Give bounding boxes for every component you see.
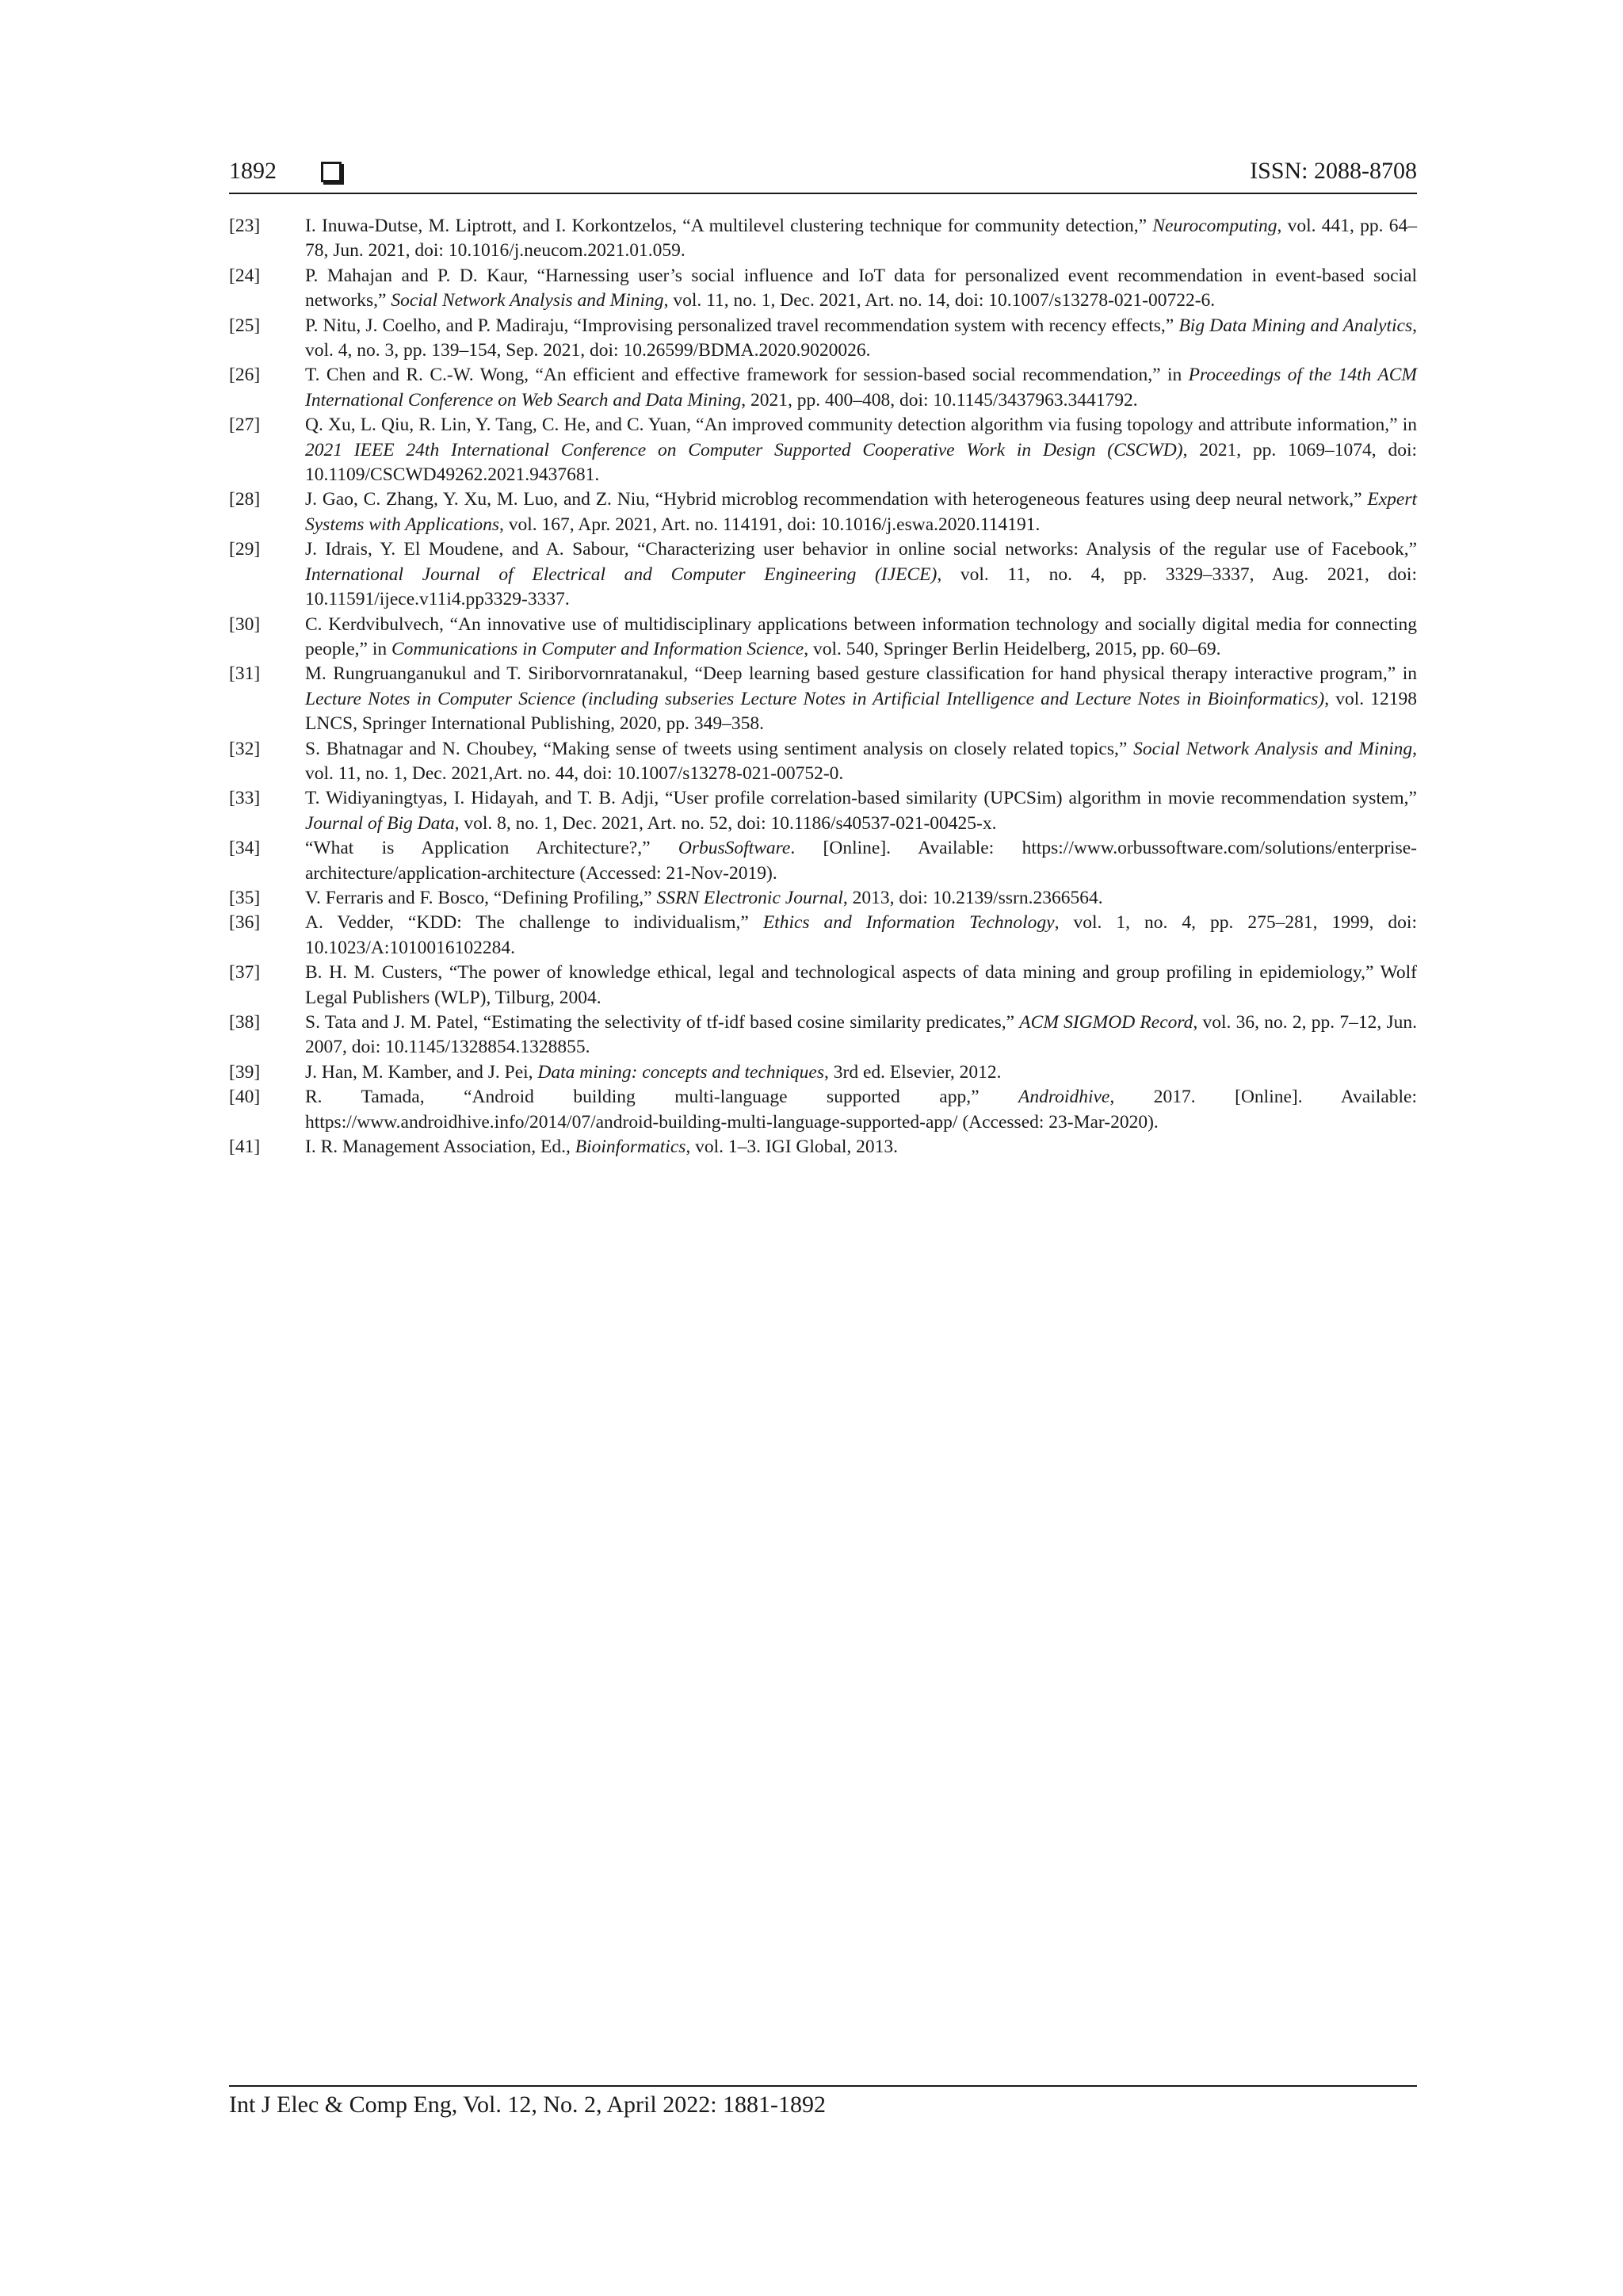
- reference-entry: [229, 314, 1417, 364]
- reference-segment: , vol. 1–3. IGI Global, 2013.: [685, 1137, 899, 1158]
- reference-venue: Expert Systems with Applications: [305, 489, 1417, 535]
- reference-text: [305, 1062, 1002, 1083]
- reference-number: [40]: [229, 1087, 261, 1108]
- header-divider: [229, 193, 1417, 194]
- reference-entry: [229, 836, 1417, 886]
- reference-segment: , vol. 167, Apr. 2021, Art. no. 114191, doi: 10.1016/j.eswa.2020.114191.: [499, 514, 1041, 535]
- reference-number: [26]: [229, 365, 261, 386]
- reference-text: [305, 962, 1417, 1007]
- reference-text: [305, 788, 1417, 833]
- reference-segment: , vol. 1, no. 4, pp. 275–281, 1999, doi: 10.1023/A:1010016102284.: [305, 912, 1417, 958]
- reference-entry: [229, 737, 1417, 787]
- reference-entry: [229, 413, 1417, 487]
- reference-text: [305, 539, 1417, 609]
- reference-venue: Ethics and Information Technology: [762, 912, 1055, 934]
- reference-number: [32]: [229, 738, 261, 759]
- reference-segment: P. Mahajan and P. D. Kaur, “Harnessing user’s social influence and IoT data for personalized event recommendation in event-based social networks,”: [305, 265, 1417, 311]
- reference-entry: [229, 363, 1417, 413]
- reference-text: [305, 1012, 1417, 1057]
- reference-segment: C. Kerdvibulvech, “An innovative use of multidisciplinary applications between information technology and socially digital media for connecting people,” in: [305, 613, 1417, 659]
- reference-segment: , vol. 8, no. 1, Dec. 2021, Art. no. 52, doi: 10.1186/s40537-021-00425-x.: [454, 812, 997, 834]
- reference-number: [41]: [229, 1137, 261, 1158]
- reference-segment: J. Gao, C. Zhang, Y. Xu, M. Luo, and Z. Niu, “Hybrid microblog recommendation with heterogeneous features using deep neural network,”: [305, 489, 1368, 510]
- reference-venue: International Journal of Electrical and Computer Engineering (IJECE): [305, 563, 938, 585]
- reference-venue: SSRN Electronic Journal: [656, 887, 843, 908]
- reference-entry: [229, 1060, 1417, 1085]
- reference-venue: ACM SIGMOD Record: [1019, 1012, 1193, 1033]
- page-number: 1892: [229, 158, 277, 184]
- reference-entry: [229, 613, 1417, 663]
- reference-text: [305, 663, 1417, 734]
- reference-segment: , vol. 36, no. 2, pp. 7–12, Jun. 2007, doi: 10.1145/1328854.1328855.: [305, 1012, 1417, 1058]
- reference-entry: [229, 911, 1417, 961]
- reference-segment: , vol. 11, no. 4, pp. 3329–3337, Aug. 2021, doi: 10.11591/ijece.v11i4.pp3329-3337.: [305, 563, 1417, 610]
- reference-segment: , vol. 4, no. 3, pp. 139–154, Sep. 2021, doi: 10.26599/BDMA.2020.9020026.: [305, 315, 1418, 361]
- reference-number: [27]: [229, 415, 261, 436]
- reference-venue: Journal of Big Data: [305, 812, 455, 834]
- reference-venue: OrbusSoftware: [678, 838, 791, 859]
- reference-number: [36]: [229, 912, 261, 934]
- reference-venue: Social Network Analysis and Mining: [1133, 738, 1413, 759]
- reference-segment: , 2021, pp. 400–408, doi: 10.1145/3437963.3441792.: [741, 389, 1138, 411]
- reference-venue: Proceedings of the 14th ACM International Conference on Web Search and Data Mining: [305, 365, 1417, 411]
- checkbox-square-icon: [321, 162, 342, 182]
- reference-venue: Social Network Analysis and Mining: [391, 290, 664, 311]
- reference-entry: [229, 487, 1417, 537]
- reference-segment: Q. Xu, L. Qiu, R. Lin, Y. Tang, C. He, and C. Yuan, “An improved community detection algorithm via fusing topology and attribute information,” in: [305, 415, 1417, 436]
- reference-segment: M. Rungruanganukul and T. Siriborvornratanakul, “Deep learning based gesture classification for hand physical therapy interactive program,” in: [305, 663, 1417, 685]
- journal-citation-footer: Int J Elec & Comp Eng, Vol. 12, No. 2, April 2022: 1881-1892: [229, 2092, 827, 2118]
- footer-divider: [229, 2085, 1417, 2087]
- reference-segment: , vol. 540, Springer Berlin Heidelberg, 2015, pp. 60–69.: [804, 638, 1221, 659]
- reference-segment: J. Han, M. Kamber, and J. Pei,: [305, 1061, 538, 1083]
- reference-segment: A. Vedder, “KDD: The challenge to individualism,”: [305, 912, 763, 934]
- reference-segment: R. Tamada, “Android building multi-language supported app,”: [305, 1087, 1019, 1108]
- issn-label: ISSN: 2088-8708: [1250, 158, 1417, 184]
- reference-segment: , 2017. [Online]. Available: https://www.androidhive.info/2014/07/android-building-multi-language-supported-app/ (Accessed: 23-Mar-2020).: [305, 1087, 1417, 1133]
- reference-segment: B. H. M. Custers, “The power of knowledge ethical, legal and technological aspects of data mining and group profiling in epidemiology,” Wolf Legal Publishers (WLP), Tilburg, 2004.: [305, 962, 1417, 1008]
- reference-text: [305, 315, 1417, 361]
- reference-entry: [229, 1010, 1417, 1060]
- reference-entry: [229, 662, 1417, 736]
- reference-segment: T. Chen and R. C.-W. Wong, “An efficient and effective framework for session-based social recommendation,” in: [305, 365, 1189, 386]
- reference-segment: , vol. 11, no. 1, Dec. 2021, Art. no. 14, doi: 10.1007/s13278-021-00722-6.: [663, 290, 1216, 311]
- reference-segment: “What is Application Architecture?,”: [305, 838, 678, 859]
- reference-text: [305, 888, 1103, 908]
- reference-text: [305, 1087, 1417, 1132]
- reference-segment: V. Ferraris and F. Bosco, “Defining Profiling,”: [305, 887, 657, 908]
- reference-number: [39]: [229, 1061, 261, 1083]
- reference-segment: I. R. Management Association, Ed.,: [305, 1137, 575, 1158]
- reference-segment: T. Widiyaningtyas, I. Hidayah, and T. B. Adji, “User profile correlation-based similarity (UPCSim) algorithm in movie recommendation system,”: [305, 788, 1417, 809]
- reference-segment: , vol. 441, pp. 64–78, Jun. 2021, doi: 10.1016/j.neucom.2021.01.059.: [305, 216, 1417, 262]
- reference-entry: [229, 537, 1417, 612]
- reference-venue: Communications in Computer and Information Science: [391, 638, 804, 659]
- reference-number: [28]: [229, 489, 261, 510]
- reference-number: [35]: [229, 887, 261, 908]
- reference-text: [305, 415, 1417, 485]
- reference-number: [29]: [229, 539, 261, 560]
- reference-text: [305, 739, 1417, 784]
- reference-text: [305, 489, 1417, 534]
- reference-segment: , vol. 12198 LNCS, Springer International Publishing, 2020, pp. 349–358.: [305, 688, 1417, 735]
- reference-segment: I. Inuwa-Dutse, M. Liptrott, and I. Korkontzelos, “A multilevel clustering technique for community detection,”: [305, 216, 1153, 236]
- page-header: [229, 155, 1417, 193]
- reference-entry: [229, 214, 1417, 264]
- reference-venue: Big Data Mining and Analytics: [1178, 315, 1413, 336]
- reference-text: [305, 614, 1417, 659]
- reference-number: [24]: [229, 265, 261, 286]
- reference-number: [23]: [229, 216, 261, 236]
- reference-entry: [229, 961, 1417, 1010]
- reference-entry: [229, 1135, 1417, 1159]
- reference-venue: Data mining: concepts and techniques: [537, 1061, 824, 1083]
- reference-entry: [229, 886, 1417, 911]
- reference-segment: , 3rd ed. Elsevier, 2012.: [824, 1061, 1002, 1083]
- reference-text: [305, 912, 1417, 957]
- reference-venue: Neurocomputing: [1152, 216, 1277, 236]
- reference-venue: Lecture Notes in Computer Science (including subseries Lecture Notes in Artificial Intelligence and Lecture Notes in Bioinformatics): [305, 688, 1325, 709]
- reference-venue: Bioinformatics: [575, 1137, 686, 1158]
- reference-number: [30]: [229, 613, 261, 635]
- reference-entry: [229, 264, 1417, 314]
- reference-text: [305, 266, 1417, 311]
- reference-segment: , vol. 11, no. 1, Dec. 2021,Art. no. 44, doi: 10.1007/s13278-021-00752-0.: [305, 738, 1417, 784]
- reference-segment: S. Bhatnagar and N. Choubey, “Making sense of tweets using sentiment analysis on closely related topics,”: [305, 738, 1134, 759]
- reference-number: [38]: [229, 1012, 261, 1033]
- reference-number: [33]: [229, 788, 261, 809]
- reference-list: [229, 214, 1417, 1159]
- reference-number: [25]: [229, 315, 261, 336]
- reference-text: [305, 1137, 898, 1157]
- reference-segment: . [Online]. Available: https://www.orbussoftware.com/solutions/enterprise-architecture/application-architecture (Accessed: 21-Nov-2019).: [305, 838, 1417, 884]
- reference-number: [31]: [229, 663, 261, 685]
- reference-text: [305, 216, 1417, 261]
- reference-segment: P. Nitu, J. Coelho, and P. Madiraju, “Improvising personalized travel recommendation system with recency effects,”: [305, 315, 1179, 336]
- reference-text: [305, 838, 1417, 883]
- reference-number: [34]: [229, 838, 261, 859]
- reference-segment: , 2021, pp. 1069–1074, doi: 10.1109/CSCWD49262.2021.9437681.: [305, 439, 1417, 486]
- reference-entry: [229, 1085, 1417, 1135]
- reference-entry: [229, 786, 1417, 836]
- reference-venue: Androidhive: [1018, 1087, 1110, 1108]
- reference-number: [37]: [229, 962, 261, 984]
- reference-segment: J. Idrais, Y. El Moudene, and A. Sabour, “Characterizing user behavior in online social networks: Analysis of the regular use of Facebook,”: [305, 539, 1417, 560]
- reference-venue: 2021 IEEE 24th International Conference on Computer Supported Cooperative Work in Design (CSCWD): [305, 439, 1183, 460]
- reference-text: [305, 365, 1417, 410]
- reference-segment: , 2013, doi: 10.2139/ssrn.2366564.: [842, 887, 1103, 908]
- reference-segment: S. Tata and J. M. Patel, “Estimating the selectivity of tf-idf based cosine similarity predicates,”: [305, 1012, 1020, 1033]
